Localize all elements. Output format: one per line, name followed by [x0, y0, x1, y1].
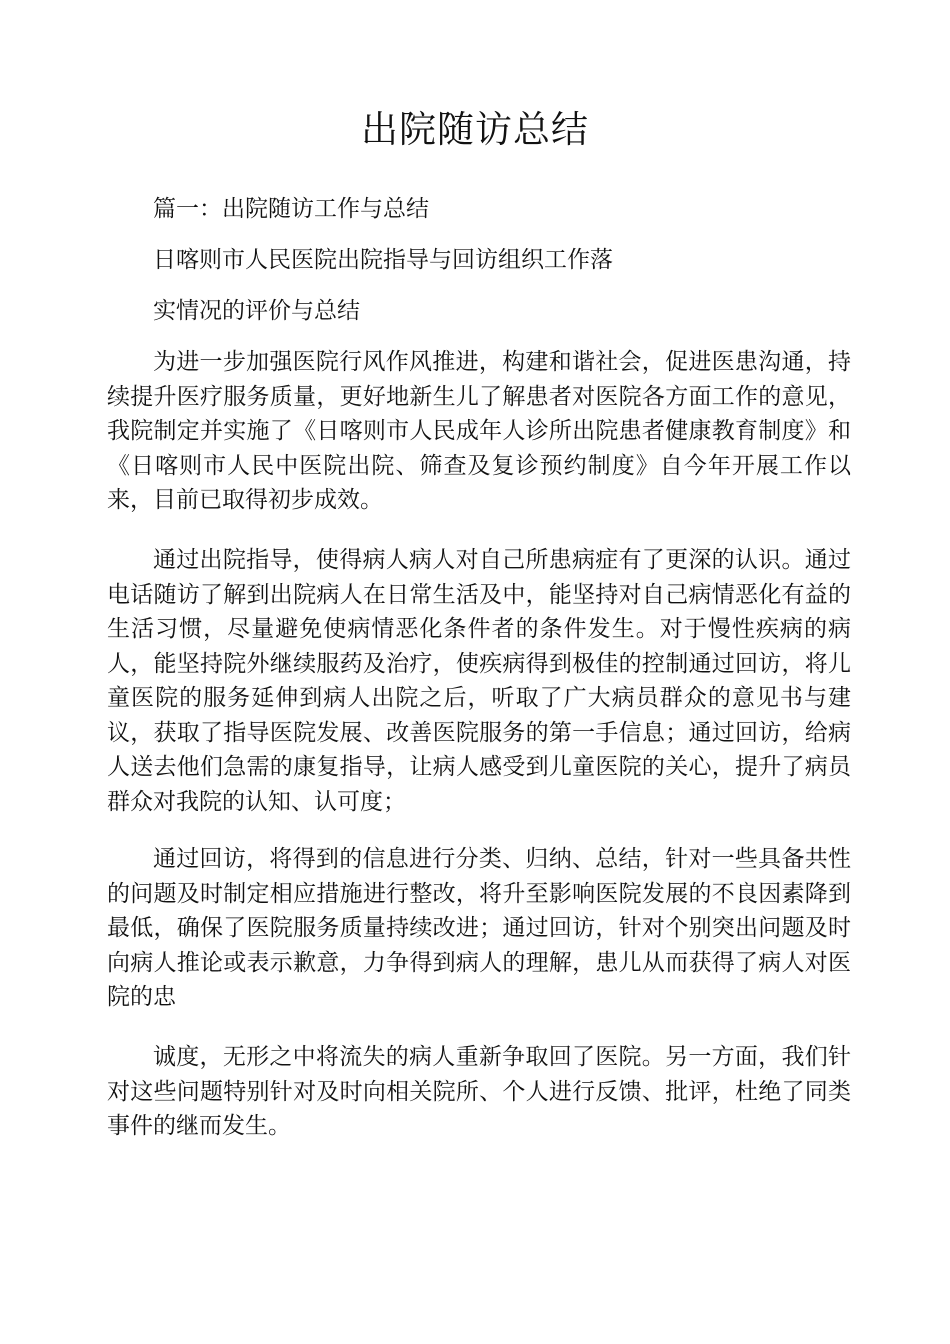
paragraph-2: 通过出院指导，使得病人病人对自己所患病症有了更深的认识。通过电话随访了解到出院病人在日常生活及中，能坚持对自己病情恶化有益的生活习惯，尽量避免使病情恶化条件者的条件发生。对于慢性疾病的病人，能坚持院外继续服药及治疗，使疾病得到极佳的控制通过回访，将儿童医院的服务延伸到病人出院之后，听取了广大病员群众的意见书与建议，获取了指导医院发展、改善医院服务的第一手信息；通过回访，给病人送去他们急需的康复指导，让病人感受到儿童医院的关心，提升了病员群众对我院的认知、认可度；: [107, 547, 851, 815]
paragraph-4: 诚度，无形之中将流失的病人重新争取回了医院。另一方面，我们针对这些问题特别针对及时向相关院所、个人进行反馈、批评，杜绝了同类事件的继而发生。: [107, 1044, 851, 1139]
subtitle-line-1: 日喀则市人民医院出院指导与回访组织工作落: [153, 247, 613, 273]
section-heading: 篇一：出院随访工作与总结: [153, 196, 429, 222]
subtitle-line-2: 实情况的评价与总结: [153, 298, 360, 324]
document-title: 出院随访总结: [361, 108, 589, 151]
paragraph-1: 为进一步加强医院行风作风推进，构建和谐社会，促进医患沟通，持续提升医疗服务质量，更好地新生儿了解患者对医院各方面工作的意见，我院制定并实施了《日喀则市人民成年人诊所出院患者健康教育制度》和《日喀则市人民中医院出院、筛查及复诊预约制度》自今年开展工作以来，目前已取得初步成效。: [107, 349, 851, 513]
paragraph-3: 通过回访，将得到的信息进行分类、归纳、总结，针对一些具备共性的问题及时制定相应措施进行整改，将升至影响医院发展的不良因素降到最低，确保了医院服务质量持续改进；通过回访，针对个别突出问题及时向病人推论或表示歉意，力争得到病人的理解，患儿从而获得了病人对医院的忠: [107, 846, 851, 1010]
